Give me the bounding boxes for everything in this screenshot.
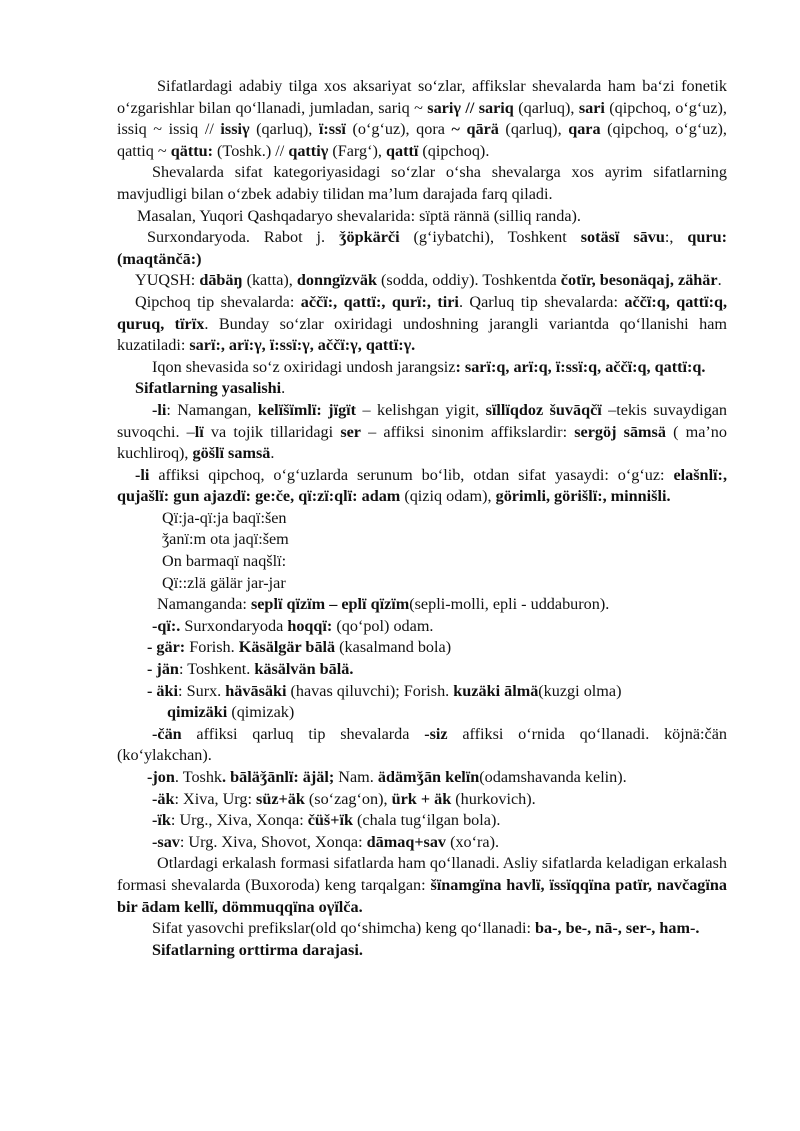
bold-term: issiγ xyxy=(220,120,250,139)
bold-term: göšlï samsä xyxy=(192,444,271,463)
poem-line: Qï::zlä gälär jar-jar xyxy=(162,573,286,592)
text-run: Forish. xyxy=(185,638,239,657)
paragraph xyxy=(117,227,727,270)
text-run: (qarluq), xyxy=(498,120,569,139)
paragraph xyxy=(117,465,727,508)
text-line xyxy=(117,659,727,681)
bold-term: sariγ // sariq xyxy=(427,98,514,117)
bold-term: görimli, görišlï:, minnišli. xyxy=(495,487,671,506)
text-line xyxy=(117,702,727,724)
bold-term: süz+äk xyxy=(256,789,305,808)
paragraph xyxy=(117,918,727,940)
text-run: (kasalmand bola) xyxy=(335,638,452,657)
bold-term: seplï qïzïm – eplï qïzïm xyxy=(250,595,410,614)
text-run: (qipchoq, o‘g‘uz), issiq ~ issiq // xyxy=(117,98,727,139)
text-run: Qipchoq tip shevalarda: xyxy=(135,292,301,311)
text-run: (xo‘ra). xyxy=(446,832,500,851)
bold-term: donngïzväk xyxy=(296,271,377,290)
text-run: Namanganda: xyxy=(157,595,251,614)
text-run: Surxondaryoda. Rabot j. xyxy=(147,228,340,247)
text-run: : Xiva, Urg: xyxy=(174,789,257,808)
bold-term: dābäŋ xyxy=(199,271,243,290)
text-run: – affiksi sinonim affikslardir: xyxy=(360,422,575,441)
text-run: –tekis suvaydigan suvoqchi. – xyxy=(117,400,728,441)
text-run: (qipchoq). xyxy=(418,141,490,160)
text-run: (qarluq), xyxy=(513,98,579,117)
bold-term: Käsälgär bālä xyxy=(238,638,336,657)
bold-term: - jän xyxy=(147,660,179,679)
text-run: : Namangan, xyxy=(166,400,258,419)
text-run: (qo‘pol) odam. xyxy=(332,616,434,635)
text-run: (chala tug‘ilgan bola). xyxy=(352,811,501,830)
bold-term: lï xyxy=(194,422,204,441)
text-run: (Farg‘), xyxy=(328,141,386,160)
text-run: (qiziq odam), xyxy=(400,487,496,506)
paragraph xyxy=(117,162,727,205)
bold-term: ~ qārä xyxy=(451,120,499,139)
text-run: affiksi qipchoq, o‘g‘uzlarda serunum bo‘lib, otdan sifat yasaydi: o‘g‘uz: xyxy=(149,465,674,484)
text-run: : Urg. Xiva, Shovot, Xonqa: xyxy=(179,832,367,851)
text-run: Shevalarda sifat kategoriyasidagi so‘zlar o‘sha shevalarga xos ayrim sifatlarning mavjudligi bilan o‘zbek adabiy tilidan ma’lum darajada farq qiladi. xyxy=(117,163,727,203)
bold-term: hävāsäki xyxy=(225,681,287,700)
text-line xyxy=(117,832,727,854)
text-run: Surxondaryoda xyxy=(180,616,288,635)
bold-term: čotïr, besonäqaj, zähär xyxy=(560,271,718,290)
text-run: :, xyxy=(664,228,688,247)
bold-term: ï:ssï xyxy=(318,120,346,139)
text-run: : Toshkent. xyxy=(178,660,255,679)
bold-term: sïllïqdoz šuvāqčï xyxy=(485,400,602,419)
text-run: : Surx. xyxy=(178,681,226,700)
text-run: . Toshk xyxy=(174,768,223,786)
poem-line: Qï:ja-qï:ja baqï:šen xyxy=(162,508,287,527)
bold-term: -li xyxy=(135,465,150,484)
text-line xyxy=(117,789,727,811)
bold-term: quru: (maqtänčā:) xyxy=(117,228,727,268)
text-run: (so‘zag‘on), xyxy=(304,789,392,808)
bold-term: ürk + äk xyxy=(391,789,452,808)
text-run: (odamshavanda kelin). xyxy=(479,768,627,786)
text-run: (kuzgi olma) xyxy=(538,681,622,700)
bold-term: ǯöpkärči xyxy=(339,228,400,247)
paragraph xyxy=(117,206,727,228)
text-line xyxy=(117,594,727,616)
text-line xyxy=(117,681,727,703)
bold-term: qattiγ xyxy=(288,141,329,160)
poem-line: ǯanï:m ota jaqï:šem xyxy=(162,530,289,549)
paragraph xyxy=(117,270,727,292)
bold-term: qimizäki xyxy=(167,703,228,722)
paragraph xyxy=(117,724,727,767)
text-run: (sepli-molli, epli - uddaburon). xyxy=(409,595,610,614)
text-line xyxy=(117,637,727,659)
bold-term: sari xyxy=(578,98,605,117)
poem-line: On barmaqï naqšlï: xyxy=(162,552,287,571)
text-run: . Bunday so‘zlar oxiridagi undoshning jarangli variantda qo‘llanishi ham kuzatiladi: xyxy=(117,314,727,355)
bold-term: dāmaq+sav xyxy=(366,832,447,851)
bold-term: -ïk xyxy=(152,811,171,830)
text-run: (sodda, oddiy). Toshkentda xyxy=(376,271,561,290)
text-run: . xyxy=(281,379,286,398)
text-run: (havas qiluvchi); Forish. xyxy=(286,681,454,700)
bold-term: Sifatlarning orttirma darajasi. xyxy=(152,940,363,959)
bold-term: šïnamgïna havlï, ïssïqqïna patïr, navčagïna bir ādam kellï, dömmuqqïna oγïlča. xyxy=(117,875,727,916)
section-heading xyxy=(117,940,727,962)
text-run: . xyxy=(717,271,722,290)
bold-term: - gär: xyxy=(147,638,186,657)
document-body xyxy=(117,76,727,961)
bold-term: aččï:, qattï:, qurï:, tiri xyxy=(300,292,459,311)
bold-term: ser xyxy=(340,422,361,441)
text-line xyxy=(117,810,727,832)
bold-term: -čän xyxy=(152,724,182,743)
text-run: Iqon shevasida so‘z oxiridagi undosh jarangsiz xyxy=(152,357,456,376)
bold-term: qattï xyxy=(385,141,419,160)
bold-term: -siz xyxy=(424,724,448,743)
bold-term: qättu: xyxy=(170,141,213,160)
text-line xyxy=(117,616,727,638)
bold-term: ba-, be-, nā-, ser-, ham-. xyxy=(535,919,700,938)
text-run: (Toshk.) // xyxy=(213,141,289,160)
text-run: ( ma’no kuchliroq), xyxy=(117,422,727,463)
bold-term: aččï:q, qattï:q, quruq, tïrïx xyxy=(117,292,728,333)
bold-term: sergöj sāmsä xyxy=(574,422,666,441)
bold-term: . bāläǯānlï: äjäl; xyxy=(222,768,335,786)
text-run: . xyxy=(270,444,275,463)
bold-term: - äki xyxy=(147,681,179,700)
bold-term: -jon xyxy=(147,768,175,786)
text-run: Otlardagi erkalash formasi sifatlarda ham qo‘llanadi. Asliy sifatlarda keladigan erkalash formasi shevalarda (Buxoroda) keng tarqalgan: xyxy=(117,854,727,894)
text-run: (g‘iybatchi), Toshkent xyxy=(399,228,581,247)
bold-term: : sarï:q, arï:q, ï:ssï:q, aččï:q, qattï:q. xyxy=(455,357,706,376)
paragraph xyxy=(117,292,727,357)
text-run: YUQSH: xyxy=(135,271,200,290)
paragraph xyxy=(117,400,727,465)
text-run: : Urg., Xiva, Xonqa: xyxy=(170,811,308,830)
text-line xyxy=(117,767,727,789)
bold-term: čüš+ïk xyxy=(307,811,353,830)
bold-term: elašnlï:, qujašlï: gun ajazdï: ge:če, qï:zï:qlï: adam xyxy=(117,465,727,506)
poem xyxy=(117,508,727,594)
text-run: (o‘g‘uz), qora xyxy=(345,120,452,139)
bold-term: kelïšïmlï: jïgït xyxy=(257,400,357,419)
bold-term: Sifatlarning yasalishi xyxy=(135,379,282,398)
text-run: Nam. xyxy=(334,768,378,786)
paragraph xyxy=(117,357,727,379)
text-run: affiksi o‘rnida qo‘llanadi. köjnä:čän (ko‘ylakchan). xyxy=(117,724,728,765)
text-run: – kelishgan yigit, xyxy=(356,400,486,419)
bold-term: -sav xyxy=(152,832,180,851)
bold-term: ädämǯān kelïn xyxy=(377,768,480,786)
bold-term: hoqqï: xyxy=(287,616,333,635)
bold-term: sotäsï sāvu xyxy=(580,228,665,247)
text-run: (qipchoq, o‘g‘uz), qattiq ~ xyxy=(117,120,727,160)
bold-term: -qï:. xyxy=(152,616,181,635)
text-run: . Qarluq tip shevalarda: xyxy=(458,292,625,311)
text-run: Sifat yasovchi prefikslar(old qo‘shimcha) keng qo‘llanadi: xyxy=(152,919,535,938)
text-run: (hurkovich). xyxy=(451,789,536,808)
text-run: Masalan, Yuqori Qashqadaryo shevalarida: sïptä rännä (silliq randa). xyxy=(137,206,581,225)
paragraph xyxy=(117,853,727,918)
bold-term: -li xyxy=(152,400,167,419)
text-run: (katta), xyxy=(242,271,297,290)
section-heading xyxy=(117,378,727,400)
bold-term: käsälvän bālä. xyxy=(254,660,354,679)
bold-term: sarï:, arï:γ, ï:ssï:γ, aččï:γ, qattï:γ. xyxy=(189,336,416,355)
bold-term: kuzäki ālmä xyxy=(453,681,539,700)
text-run: (qarluq), xyxy=(249,120,319,139)
text-run: Sifatlardagi adabiy tilga xos aksariyat so‘zlar, affikslar shevalarda ham ba‘zi fonetik o‘zgarishlar bilan qo‘llanadi, jumladan, sariq ~ xyxy=(117,77,727,117)
bold-term: -äk xyxy=(152,789,175,808)
text-run: va tojik tillaridagi xyxy=(203,422,341,441)
text-run: affiksi qarluq tip shevalarda xyxy=(181,724,425,743)
bold-term: qara xyxy=(568,120,601,139)
paragraph xyxy=(117,76,727,162)
text-run: (qimizak) xyxy=(227,703,295,722)
